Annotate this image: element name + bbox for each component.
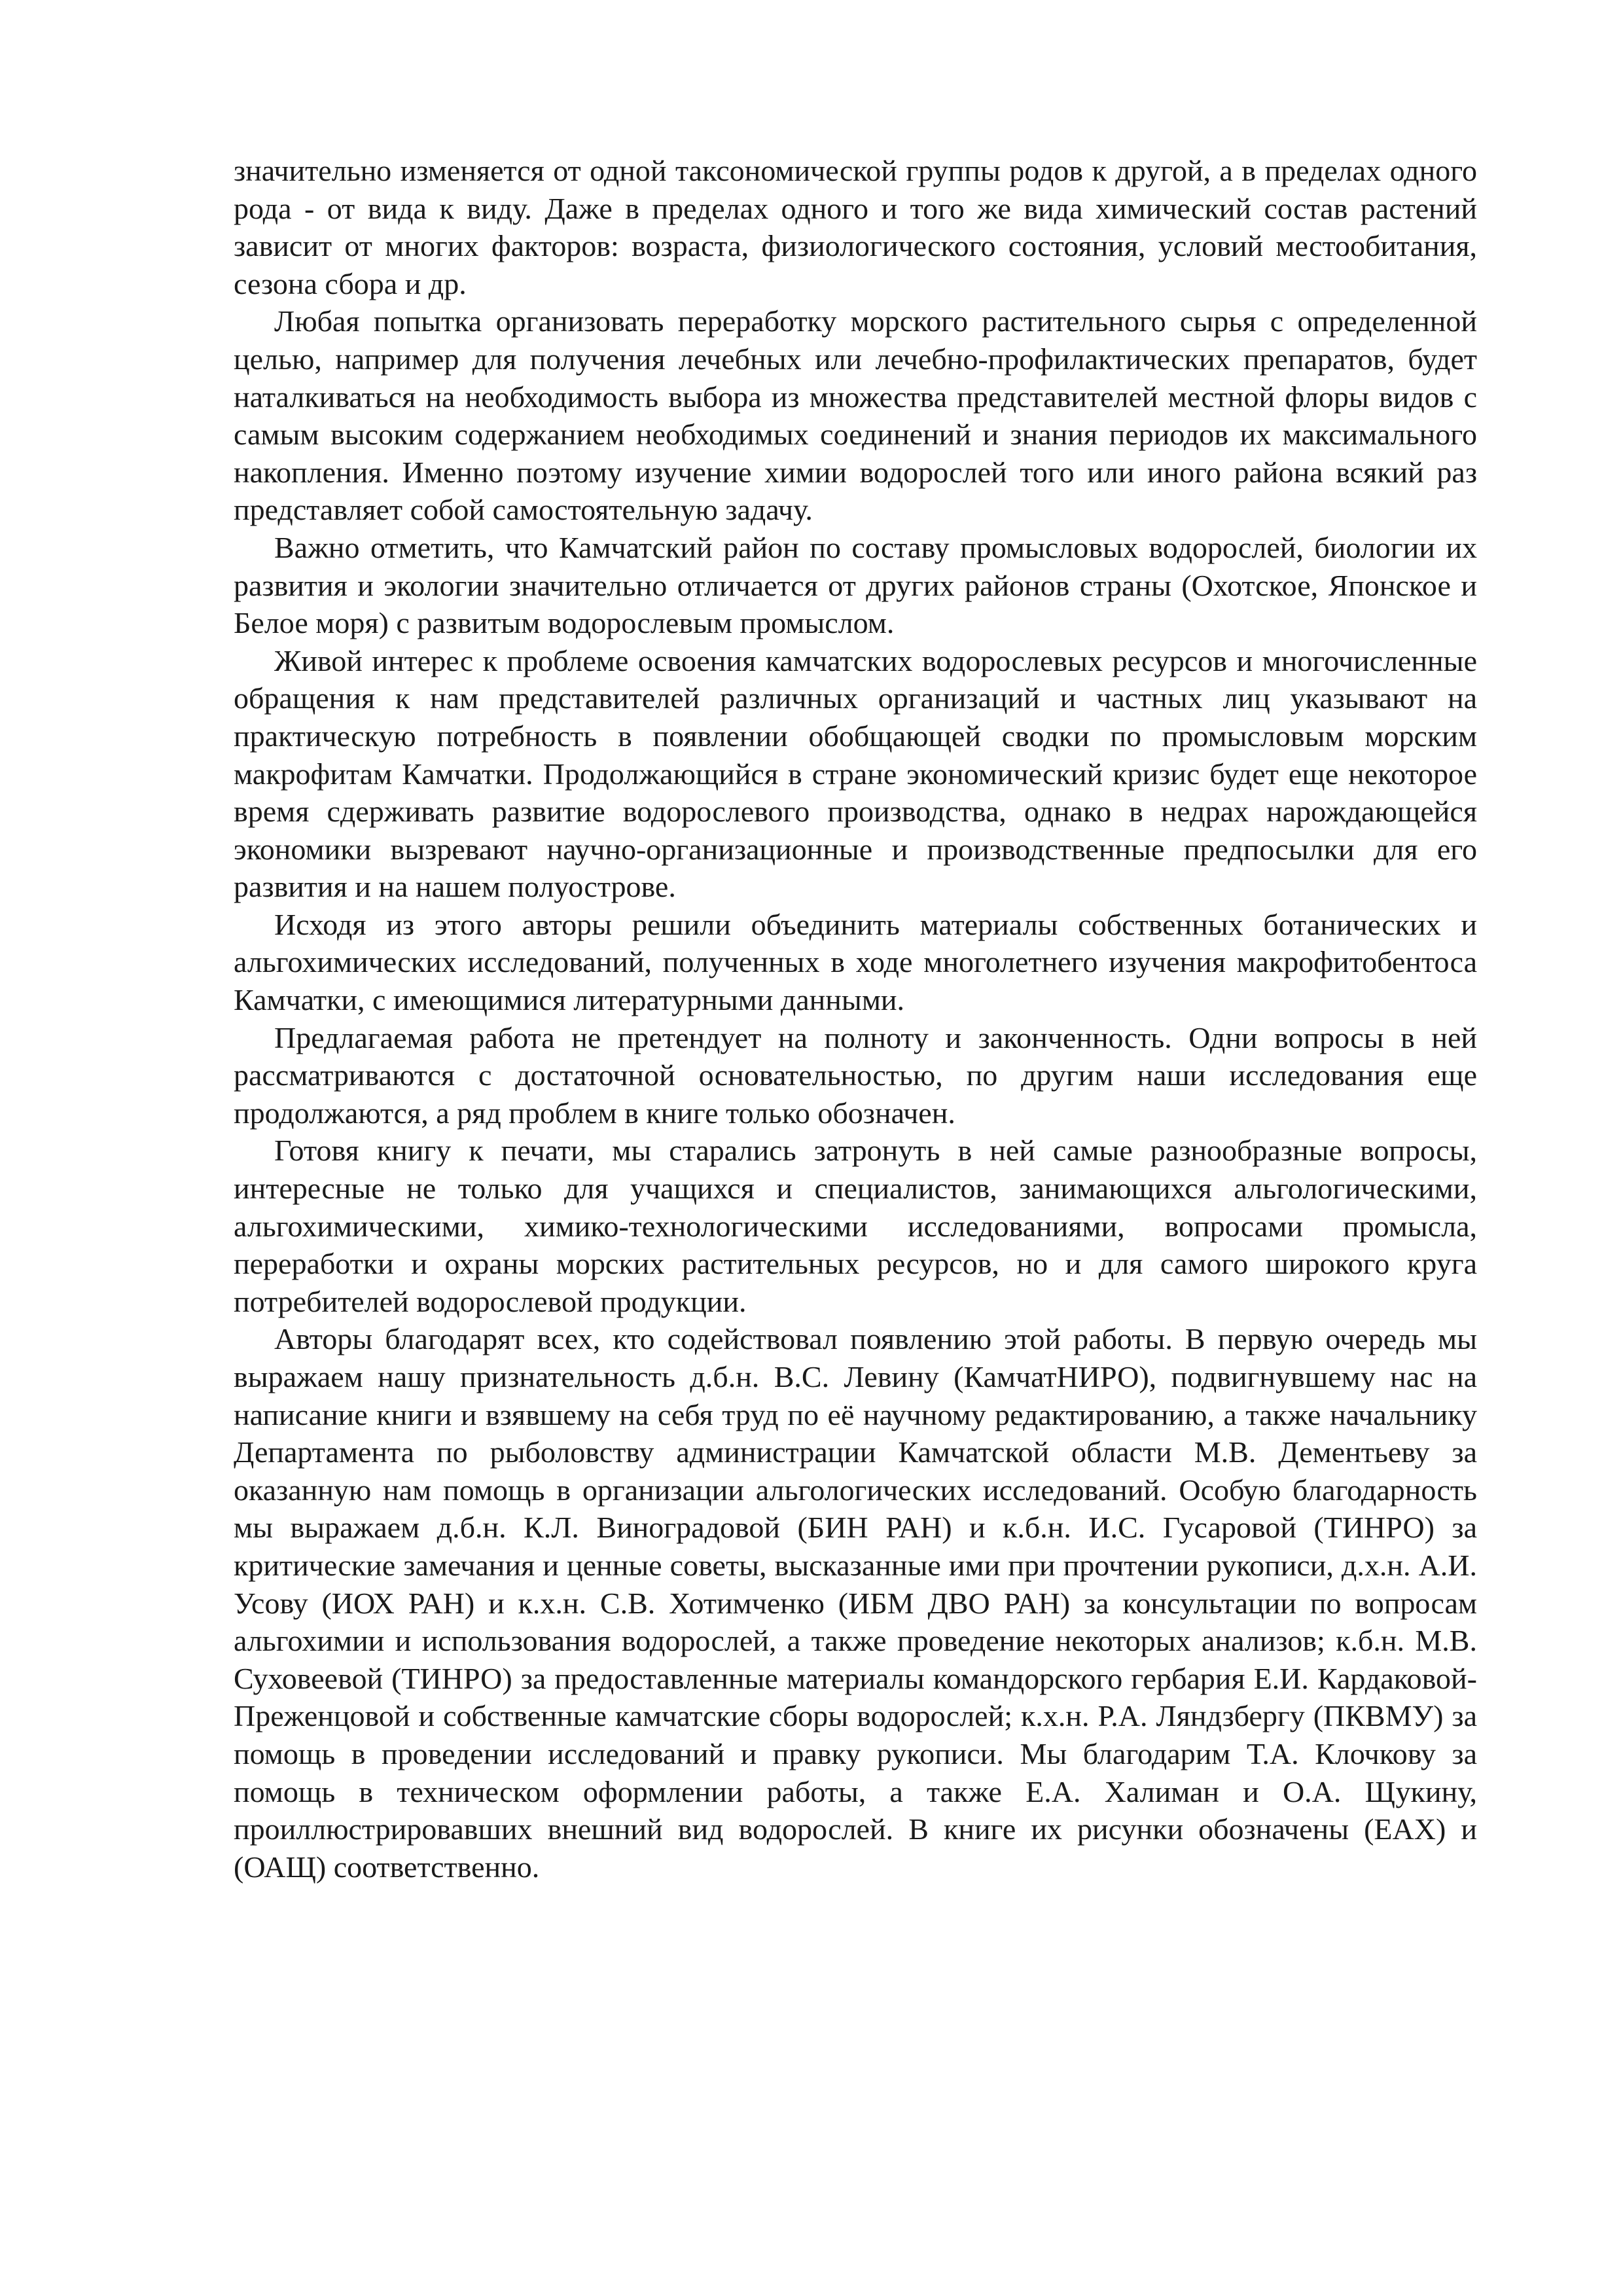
paragraph-1: значительно изменяется от одной таксономической группы родов к другой, а в пределах одного рода - от вида к виду. Даже в пределах одного и того же вида химический состав растений зависит от многих факторов: возраста, физиологического состояния, условий местообитания, сезона сбора и др. <box>234 154 1477 300</box>
paragraph-7: Готовя книгу к печати, мы старались затронуть в ней самые разнообразные вопросы, интересные не только для учащихся и специалистов, занимающихся альгологическими, альгохимическими, химико-технологическими исследованиями, вопросами промысла, переработки и охраны морских растительных ресурсов, но и для самого широкого круга потребителей водорослевой продукции. <box>234 1134 1477 1318</box>
paragraph-5: Исходя из этого авторы решили объединить материалы собственных ботанических и альгохимических исследований, полученных в ходе многолетнего изучения макрофитобентоса Камчатки, с имеющимися литературными данными. <box>234 907 1477 1017</box>
paragraph-8: Авторы благодарят всех, кто содействовал появлению этой работы. В первую очередь мы выражаем нашу признательность д.б.н. В.С. Левину (КамчатНИРО), подвигнувшему нас на написание книги и взявшему на себя труд по её научному редактированию, а также начальнику Департамента по рыболовству администрации Камчатской области М.В. Дементьеву за оказанную нам помощь в организации альгологических исследований. Особую благодарность мы выражаем д.б.н. К.Л. Виноградовой (БИН РАН) и к.б.н. И.С. Гусаровой (ТИНРО) за критические замечания и ценные советы, высказанные ими при прочтении рукописи, д.х.н. А.И. Усову (ИОХ РАН) и к.х.н. С.В. Хотимченко (ИБМ ДВО РАН) за консультации по вопросам альгохимии и использования водорослей, а также проведение некоторых анализов; к.б.н. М.В. Суховеевой (ТИНРО) за предоставленные материалы командорского гербария Е.И. Кардаковой-Преженцовой и собственные камчатские сборы водорослей; к.х.н. Р.А. Ляндзбергу (ПКВМУ) за помощь в проведении исследований и правку рукописи. Мы благодарим Т.А. Клочкову за помощь в техническом оформлении работы, а также Е.А. Халиман и О.А. Щукину, проиллюстрировавших внешний вид водорослей. В книге их рисунки обозначены (ЕАХ) и (ОАЩ) соответственно. <box>234 1322 1477 1884</box>
paragraph-6: Предлагаемая работа не претендует на полноту и законченность. Одни вопросы в ней рассматриваются с достаточной основательностью, по другим наши исследования еще продолжаются, а ряд проблем в книге только обозначен. <box>234 1020 1477 1130</box>
paragraph-4: Живой интерес к проблеме освоения камчатских водорослевых ресурсов и многочисленные обращения к нам представителей различных организаций и частных лиц указывают на практическую потребность в появлении обобщающей сводки по промысловым морским макрофитам Камчатки. Продолжающийся в стране экономический кризис будет еще некоторое время сдерживать развитие водорослевого производства, однако в недрах нарождающейся экономики вызревают научно-организационные и производственные предпосылки для его развития и на нашем полуострове. <box>234 643 1477 904</box>
paragraph-2: Любая попытка организовать переработку морского растительного сырья с определенной целью, например для получения лечебных или лечебно-профилактических препаратов, будет наталкиваться на необходимость выбора из множества представителей местной флоры видов с самым высоким содержанием необходимых соединений и знания периодов их максимального накопления. Именно поэтому изучение химии водорослей того или иного района всякий раз представляет собой самостоятельную задачу. <box>234 304 1477 527</box>
document-page <box>234 152 1477 1886</box>
paragraph-3: Важно отметить, что Камчатский район по составу промысловых водорослей, биологии их развития и экологии значительно отличается от других районов страны (Охотское, Японское и Белое моря) с развитым водорослевым промыслом. <box>234 530 1477 640</box>
